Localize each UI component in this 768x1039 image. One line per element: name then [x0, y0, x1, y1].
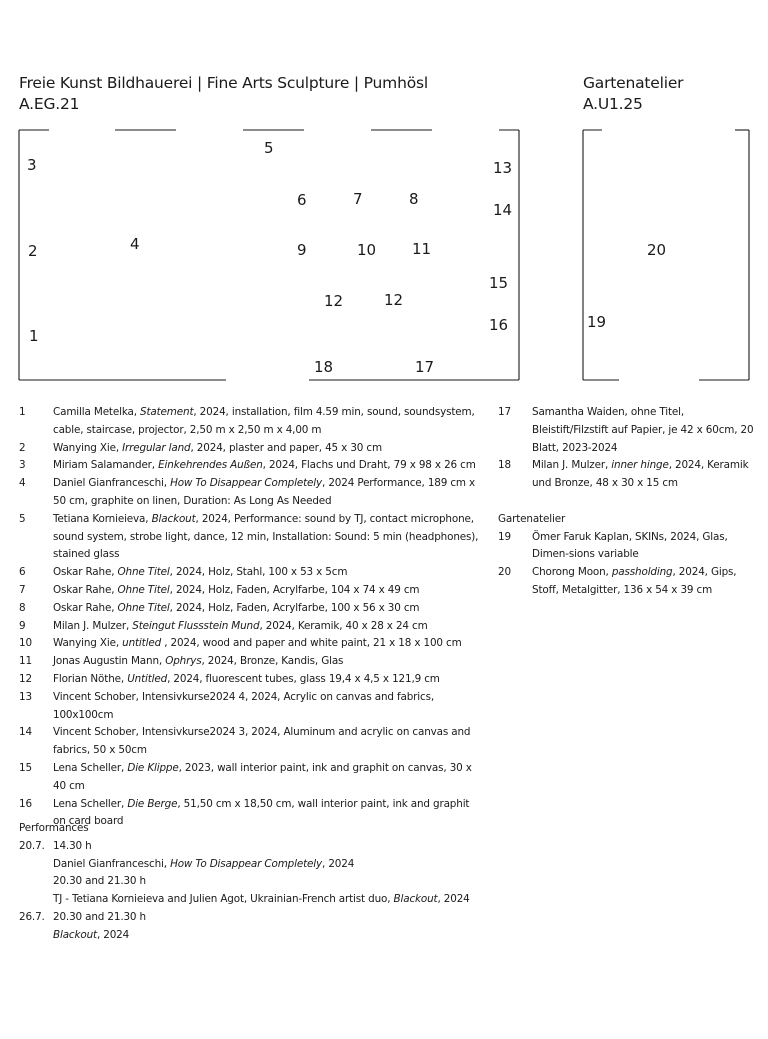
performance-row	[19, 909, 499, 927]
plan-label: 19	[587, 313, 607, 331]
work-entry	[498, 564, 754, 600]
garden-room-name: Gartenatelier	[583, 74, 684, 92]
work-entry	[19, 618, 481, 636]
work-entry	[19, 671, 481, 689]
performance-date: 26.7.	[19, 910, 45, 923]
work-number: 7	[19, 583, 26, 596]
performance-row	[19, 927, 499, 945]
work-description: Florian Nöthe, Untitled, 2024, fluorescent tubes, glass 19,4 x 4,5 x 121,9 cm	[53, 672, 440, 685]
performance-date: 20.7.	[19, 839, 45, 852]
main-room-name: Freie Kunst Bildhauerei | Fine Arts Sculpture | Pumhösl	[19, 74, 428, 92]
plan-label: 13	[493, 159, 513, 177]
plan-label: 5	[264, 139, 274, 157]
work-number: 15	[19, 761, 32, 774]
works-list-garden	[498, 529, 754, 600]
work-description: Jonas Augustin Mann, Ophrys, 2024, Bronze, Kandis, Glas	[53, 655, 344, 668]
work-number: 20	[498, 566, 511, 579]
work-number: 6	[19, 566, 26, 579]
gartenatelier-heading: Gartenatelier	[498, 512, 566, 525]
work-description: Lena Scheller, Die Berge, 51,50 cm x 18,50 cm, wall interior paint, ink and graphit on card board	[53, 797, 470, 828]
work-entry	[19, 457, 481, 475]
work-entry	[19, 440, 481, 458]
work-description: Chorong Moon, passholding, 2024, Gips, Stoff, Metalgitter, 136 x 54 x 39 cm	[532, 566, 737, 596]
work-number: 16	[19, 797, 32, 810]
work-entry	[19, 635, 481, 653]
performance-time: 20.30 and 21.30 h	[53, 875, 146, 888]
work-number: 17	[498, 406, 511, 418]
main-room-number: A.EG.21	[19, 95, 80, 113]
plan-label: 6	[297, 191, 307, 209]
work-number: 19	[498, 530, 511, 543]
work-description: Ömer Faruk Kaplan, SKINs, 2024, Glas, Dimen-sions variable	[532, 530, 728, 561]
work-entry	[19, 760, 481, 796]
plan-label: 15	[489, 274, 509, 292]
work-number: 11	[19, 655, 32, 668]
garden-room-number: A.U1.25	[583, 95, 643, 113]
plan-label: 7	[353, 190, 363, 208]
work-description: Vincent Schober, Intensivkurse2024 4, 2024, Acrylic on canvas and fabrics, 100x100cm	[53, 690, 435, 721]
works-list-main	[19, 404, 481, 831]
work-description: Lena Scheller, Die Klippe, 2023, wall interior paint, ink and graphit on canvas, 30 x 40 cm	[53, 761, 472, 792]
work-number: 2	[19, 441, 26, 454]
work-entry	[498, 457, 754, 493]
work-description: Milan J. Mulzer, inner hinge, 2024, Keramik und Bronze, 48 x 30 x 15 cm	[532, 459, 749, 490]
performance-row	[19, 838, 499, 856]
performance-entry: TJ - Tetiana Kornieieva and Julien Agot, Ukrainian-French artist duo, Blackout, 2024	[53, 893, 470, 906]
work-number: 4	[19, 477, 26, 490]
work-description: Wanying Xie, untitled , 2024, wood and paper and white paint, 21 x 18 x 100 cm	[53, 637, 462, 650]
plan-label: 14	[493, 201, 513, 219]
plan-label: 8	[409, 190, 419, 208]
work-number: 9	[19, 619, 26, 632]
work-entry	[19, 724, 481, 760]
performance-time: 14.30 h	[53, 839, 92, 852]
works-list-continued	[498, 404, 754, 493]
performance-entry: Daniel Gianfranceschi, How To Disappear Completely, 2024	[53, 857, 355, 870]
main-room-walls	[19, 130, 519, 380]
plan-label: 4	[130, 235, 140, 253]
performances-heading: Performances	[19, 822, 89, 834]
work-description: Daniel Gianfranceschi, How To Disappear Completely, 2024 Performance, 189 cm x 50 cm, graphite on linen, Duration: As Long As Needed	[53, 477, 476, 507]
work-number: 14	[19, 726, 32, 739]
work-entry	[19, 511, 481, 564]
performance-time: 20.30 and 21.30 h	[53, 910, 146, 923]
spacer	[498, 493, 754, 511]
plan-label: 10	[357, 241, 377, 259]
work-entry	[19, 653, 481, 671]
plan-label: 2	[28, 242, 38, 260]
work-entry	[19, 582, 481, 600]
work-description: Milan J. Mulzer, Steingut Flussstein Mund, 2024, Keramik, 40 x 28 x 24 cm	[53, 619, 428, 632]
work-description: Tetiana Kornieieva, Blackout, 2024, Performance: sound by TJ, contact microphone, sound system, strobe light, dance, 12 min, Installation: Sound: 5 min (headphones), stained glass	[53, 512, 479, 561]
plan-label: 16	[489, 316, 509, 334]
performance-entry: Blackout, 2024	[53, 928, 130, 941]
work-description: Camilla Metelka, Statement, 2024, installation, film 4.59 min, sound, soundsystem, cable, staircase, projector, 2,50 m x 2,50 m x 4,00 m	[53, 406, 475, 436]
plan-label: 20	[647, 241, 667, 259]
work-entry	[19, 475, 481, 511]
work-entry	[498, 529, 754, 565]
work-description: Oskar Rahe, Ohne Titel, 2024, Holz, Faden, Acrylfarbe, 100 x 56 x 30 cm	[53, 601, 420, 614]
plan-label: 18	[314, 358, 334, 376]
work-entry	[19, 689, 481, 725]
plan-label: 12	[324, 292, 344, 310]
work-entry	[19, 564, 481, 582]
work-number: 13	[19, 690, 32, 703]
plan-label: 3	[27, 156, 37, 174]
work-description: Miriam Salamander, Einkehrendes Außen, 2024, Flachs und Draht, 79 x 98 x 26 cm	[53, 459, 476, 472]
work-description: Wanying Xie, Irregular land, 2024, plaster and paper, 45 x 30 cm	[53, 441, 382, 454]
performance-row	[19, 873, 499, 891]
work-description: Oskar Rahe, Ohne Titel, 2024, Holz, Stahl, 100 x 53 x 5cm	[53, 566, 348, 579]
plan-label: 17	[415, 358, 435, 376]
work-description: Oskar Rahe, Ohne Titel, 2024, Holz, Faden, Acrylfarbe, 104 x 74 x 49 cm	[53, 583, 420, 596]
plan-label: 11	[412, 240, 432, 258]
work-entry	[19, 404, 481, 440]
plan-label: 1	[29, 327, 39, 345]
work-number: 3	[19, 459, 26, 472]
work-number: 1	[19, 406, 26, 418]
work-number: 8	[19, 601, 26, 614]
floor-plan	[0, 0, 768, 390]
performance-row	[19, 856, 499, 874]
plan-label: 12	[384, 291, 404, 309]
performance-row	[19, 891, 499, 909]
work-entry	[19, 600, 481, 618]
work-number: 5	[19, 512, 26, 525]
work-number: 10	[19, 637, 32, 650]
plan-label: 9	[297, 241, 307, 259]
performances-section	[19, 820, 499, 945]
work-number: 12	[19, 672, 32, 685]
work-entry	[498, 404, 754, 457]
work-number: 18	[498, 459, 511, 472]
works-list-right	[498, 404, 754, 600]
work-description: Samantha Waiden, ohne Titel, Bleistift/Filzstift auf Papier, je 42 x 60cm, 20 Blatt, 2023-2024	[532, 406, 754, 454]
work-description: Vincent Schober, Intensivkurse2024 3, 2024, Aluminum and acrylic on canvas and fabrics, 50 x 50cm	[53, 726, 471, 757]
